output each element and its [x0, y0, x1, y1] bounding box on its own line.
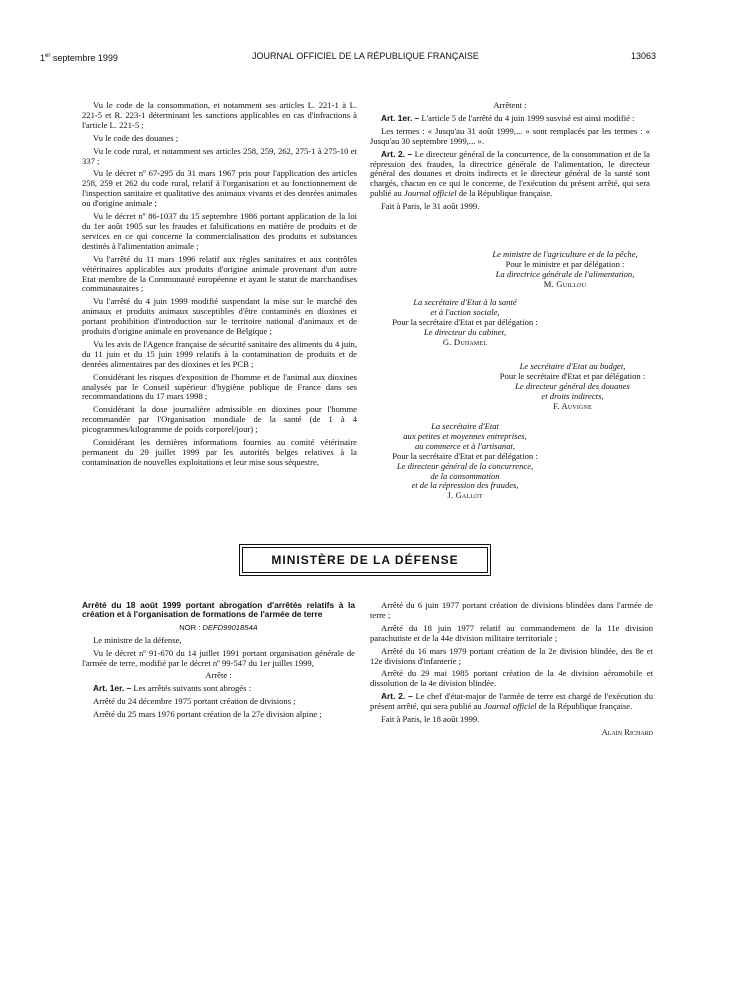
abrogated-decree: Arrêté du 24 décembre 1975 portant création de divisions ;	[93, 696, 296, 707]
signature-agriculture: Le ministre de l'agriculture et de la pêche, Pour le ministre et par délégation : La directrice générale de l'alimentation, M. Guillou	[492, 249, 638, 289]
fait-a-paris: Fait à Paris, le 31 août 1999.	[381, 201, 480, 212]
signature-pme: La secrétaire d'Etat aux petites et moyennes entreprises, au commerce et à l'artisanat, Pour la secrétaire d'Etat et par délégation : Le directeur général de la concurrence, de la consommation et de la répression des fraudes, J. Gallot	[392, 421, 538, 501]
arretent: Arrêtent :	[493, 100, 527, 110]
header-date: 1er septembre 1999	[40, 53, 118, 63]
visa: Vu le code rural, et notamment ses articles 258, 259, 262, 275-1 à 275-10 et 337 ;	[82, 145, 357, 166]
visa: Vu le décret nº 86-1037 du 15 septembre 1986 portant application de la loi du 1er août 1905 sur les fraudes et falsifications en matière de produits et de services en ce qui concerne la commercialisation des produits et substances destinés à l'alimentation animale ;	[82, 211, 357, 251]
decree-left-column	[82, 601, 355, 723]
decree-fait-a-paris: Fait à Paris, le 18 août 1999.	[381, 714, 480, 725]
left-column-visas	[82, 101, 357, 471]
visa: Vu le code des douanes ;	[93, 132, 179, 143]
visa: Vu l'arrêté du 11 mars 1996 relatif aux règles sanitaires et aux contrôles vétérinaires applicables aux produits d'origine animale provenant d'un autre Etat membre de la Communauté européenne et ayant le statut de marchandises communautaires ;	[82, 253, 357, 294]
abrogated-decree: Arrêté du 16 mars 1979 portant création de la 2e division blindée, des 8e et 12e divisions d'infanterie ;	[370, 645, 653, 666]
visa: Vu les avis de l'Agence française de sécurité sanitaire des aliments du 4 juin, du 11 juin et du 15 juin 1999 relatifs à la contamination de produits et de denrées alimentaires par des dioxines et les PCB ;	[82, 338, 357, 369]
abrogated-decree: Arrêté du 29 mai 1985 portant création de la 4e division aéromobile et dissolution de la 4e division blindée.	[370, 668, 653, 689]
signature-budget: Le secrétaire d'Etat au budget, Pour le secrétaire d'Etat et par délégation : Le directeur général des douanes et droits indirects, F. Auvigne	[499, 361, 646, 411]
right-column-articles	[370, 101, 650, 215]
arrete: Arrête :	[205, 670, 232, 681]
visa: Vu l'arrêté du 4 juin 1999 modifié suspendant la mise sur le marché des animaux et produits animaux susceptibles d'être contaminés en dioxines et portant prohibition d'introduction sur le territoire national d'animaux et de produits d'origine animale en provenance de Belgique ;	[82, 296, 357, 337]
ministry-heading: MINISTÈRE DE LA DÉFENSE	[242, 547, 488, 573]
article-1-terms: Les termes : « Jusqu'au 31 août 1999,... » sont remplacés par les termes : « Jusqu'au 30 septembre 1999,... ».	[370, 125, 650, 146]
decree-title: Arrêté du 18 août 1999 portant abrogation d'arrêtés relatifs à la création et à l'organisation de formations de l'armée de terre	[82, 600, 355, 620]
journal-title: JOURNAL OFFICIEL DE LA RÉPUBLIQUE FRANÇAISE	[252, 51, 479, 61]
article-1: Art. 1er. – L'article 5 de l'arrêté du 4 juin 1999 susvisé est ainsi modifié :	[381, 112, 635, 123]
decree-right-column	[370, 601, 653, 741]
considerant: Considérant les risques d'exposition de l'homme et de l'animal aux dioxines analysés par le Conseil supérieur d'hygiène publique de France dans ses recommandations du 17 mars 1998 ;	[82, 371, 357, 402]
minister-line: Le ministre de la défense,	[93, 634, 182, 645]
considerant: Considérant la dose journalière admissible en dioxines pour l'homme recommandée par l'Organisation mondiale de la santé (de 1 à 4 picogrammes/kilogramme de poids corporel/jour) ;	[82, 404, 357, 435]
decree-visa: Vu le décret nº 91-670 du 14 juillet 1991 portant organisation générale de l'armée de terre, modifié par le décret nº 99-547 du 1er juillet 1999,	[82, 647, 355, 668]
decree-article-1: Art. 1er. – Les arrêtés suivants sont abrogés :	[93, 683, 252, 694]
page-number: 13063	[630, 51, 656, 61]
visa: Vu le décret nº 67-295 du 31 mars 1967 pris pour l'application des articles 258, 259 et 262 du code rural, relatif à l'organisation et au fonctionnement de l'inspection sanitaire et qualitative des animaux vivants et des denrées animales ou d'origine animale ;	[82, 168, 357, 209]
signature-sante: La secrétaire d'Etat à la santé et à l'action sociale, Pour la secrétaire d'Etat et par délégation : Le directeur du cabinet, G. Duhamel	[392, 297, 538, 347]
considerant: Considérant les dernières informations fournies au comité vétérinaire permanent du 29 juillet 1999 par les autorités belges relatives à la contamination de nouvelles exploitations et leur mise sous séquestre,	[82, 437, 357, 467]
visa: Vu le code de la consommation, et notamment ses articles L. 221-1 à L. 221-5 et R. 223-1 déterminant les sanctions applicables en cas d'infractions à l'article L. 221-5 ;	[82, 100, 357, 130]
abrogated-decree: Arrêté du 25 mars 1976 portant création de la 27e division alpine ;	[93, 709, 322, 720]
decree-signature: Alain Richard	[601, 726, 653, 737]
nor-reference: NOR : DEFD9901854A	[179, 622, 258, 632]
abrogated-decree: Arrêté du 6 juin 1977 portant création de divisions blindées dans l'armée de terre ;	[370, 600, 653, 620]
article-2: Art. 2. – Le directeur général de la concurrence, de la consommation et de la répression des fraudes, la directrice générale de l'alimentation, le directeur général des douanes et droits indirects et le directeur général de la santé sont chargés, chacun en ce qui le concerne, de l'exécution du présent arrêté, qui sera publié au Journal officiel de la République française.	[370, 148, 650, 199]
decree-article-2: Art. 2. – Le chef d'état-major de l'armée de terre est chargé de l'exécution du présent arrêté, qui sera publié au Journal officiel de la République française.	[370, 691, 653, 712]
abrogated-decree: Arrêté du 18 juin 1977 relatif au commandement de la 11e division parachutiste et de la 44e division militaire territoriale ;	[370, 622, 653, 643]
